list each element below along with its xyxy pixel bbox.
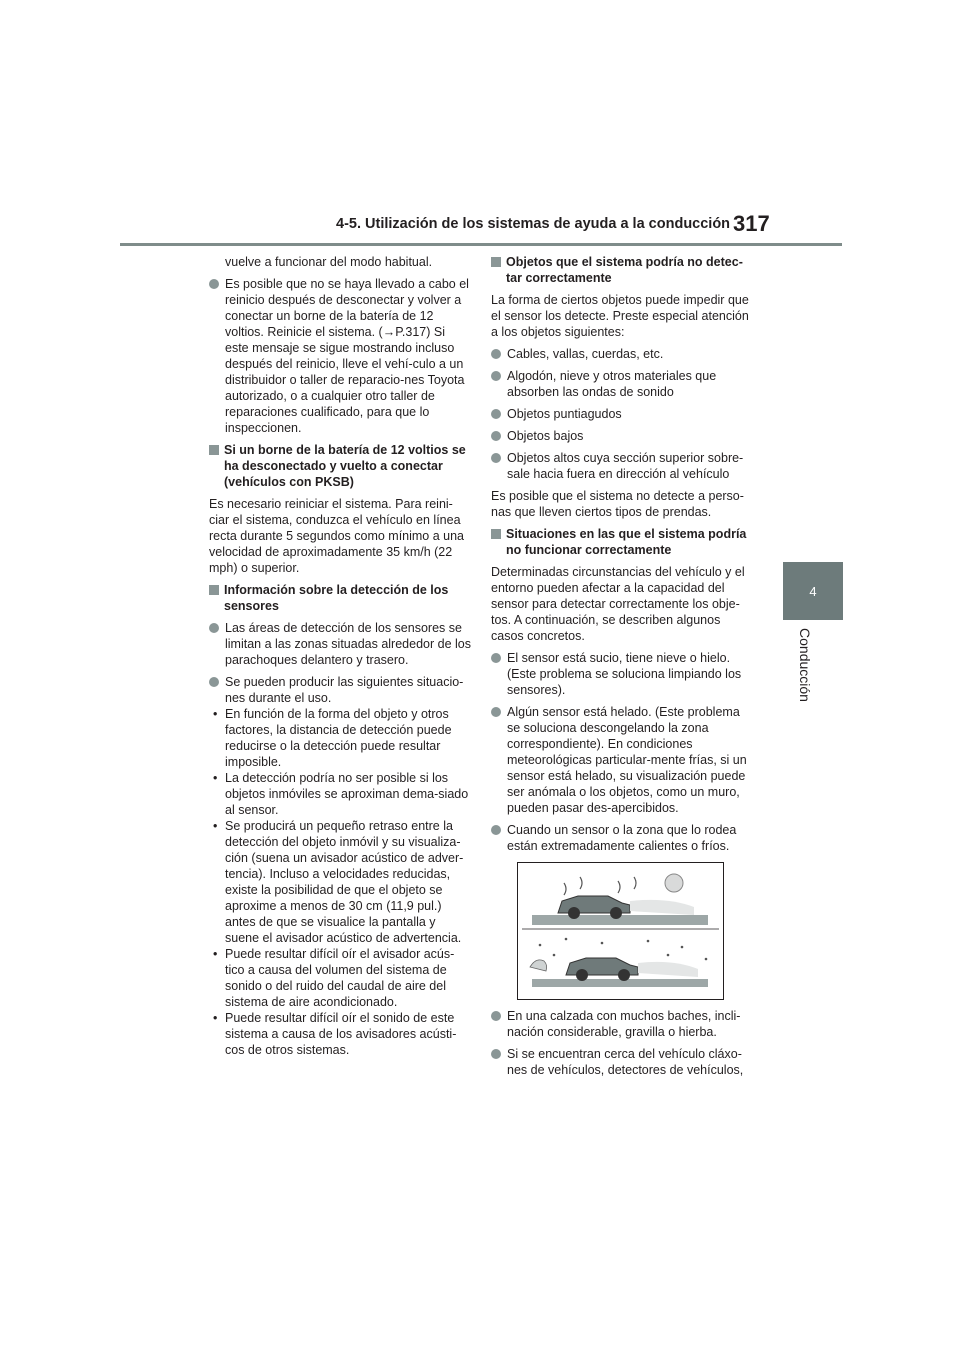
round-bullet-icon	[491, 431, 501, 441]
dot-icon: •	[213, 947, 218, 961]
section-header-title: 4-5. Utilización de los sistemas de ayuda a la conducción	[336, 216, 731, 232]
round-bullet-icon	[491, 707, 501, 717]
wheel-icon	[618, 969, 630, 981]
chapter-label: Conducción	[797, 628, 813, 702]
sub-list-item	[209, 818, 471, 946]
page-number: 317	[733, 211, 770, 236]
bullet-text: En una calzada con muchos baches, incli-nación considerable, gravilla o hierba.	[507, 1009, 741, 1039]
round-bullet-icon	[491, 1011, 501, 1021]
heat-wave-icon	[564, 877, 636, 895]
bullet-text: Es posible que no se haya llevado a cabo el reinicio después de desconectar y volver a conectar un borne de la batería de 12 voltios. Reinicie el sistema. (→P.317) Si este mensaje se sigue mostrando incluso después del reinicio, lleve el vehí-culo a un distribuidor o taller de reparacio-nes Toyota autorizado, o a cualquier otro taller de reparaciones cualificado, para que lo inspeccionen.	[225, 277, 469, 435]
bullet-item	[209, 674, 471, 706]
road-lower	[532, 979, 708, 987]
square-bullet-icon	[209, 585, 219, 595]
sub-item-text: Puede resultar difícil oír el avisador acús-tico a causa del volumen del sistema de sonido o del ruido del caudal de aire del sistema de aire acondicionado.	[225, 947, 455, 1009]
round-bullet-icon	[209, 623, 219, 633]
bullet-text: Objetos bajos	[507, 429, 584, 443]
round-bullet-icon	[209, 677, 219, 687]
bullet-item	[209, 620, 471, 668]
sub-item-text: Se producirá un pequeño retraso entre la detección del objeto inmóvil y su visualiza-ción (suena un avisador acústico de adver-tencia). Incluso a velocidades reducidas, existe la posibilidad de que el objeto se aproxime a menos de 30 cm (11,9 pul.) antes de que se visualice la pantalla y suene el avisador acústico de advertencia.	[225, 819, 464, 945]
right-column	[491, 254, 753, 1084]
wheel-icon	[576, 969, 588, 981]
paragraph: Es necesario reiniciar el sistema. Para reini-ciar el sistema, conduzca el vehículo en línea recta durante 5 segundos como mínimo a una velocidad de aproximadamente 35 km/h (22 mph) o superior.	[209, 497, 465, 575]
section-heading-text: Situaciones en las que el sistema podría no funcionar correctamente	[506, 527, 747, 557]
bullet-text: Las áreas de detección de los sensores se limitan a las zonas situadas alrededor de los parachoques delantero y trasero.	[225, 621, 471, 667]
sub-list-item	[209, 1010, 471, 1058]
sub-list-item	[209, 770, 471, 818]
chapter-tab[interactable]: 4	[783, 562, 843, 620]
sensor-wave-lower	[638, 962, 698, 977]
round-bullet-icon	[491, 409, 501, 419]
bullet-text: Si se encuentran cerca del vehículo cláxo-nes de vehículos, detectores de vehículos,	[507, 1047, 744, 1077]
dot-icon: •	[213, 819, 218, 833]
round-bullet-icon	[491, 349, 501, 359]
sub-list-item	[209, 706, 471, 770]
sensor-wave-upper	[630, 900, 694, 915]
bullet-item	[491, 346, 753, 362]
round-bullet-icon	[491, 1049, 501, 1059]
bullet-item	[491, 1046, 753, 1078]
round-bullet-icon	[491, 453, 501, 463]
wheel-icon	[568, 907, 580, 919]
bullet-item	[491, 1008, 753, 1040]
round-bullet-icon	[491, 653, 501, 663]
section-heading-text: Objetos que el sistema podría no detec-tar correctamente	[506, 255, 743, 285]
sub-item-text: La detección podría no ser posible si los objetos inmóviles se aproximan dema-siado al sensor.	[225, 771, 469, 817]
bullet-item	[209, 276, 471, 436]
paragraph: Es posible que el sistema no detecte a perso-nas que lleven ciertos tipos de prendas.	[491, 489, 744, 519]
square-bullet-icon	[491, 257, 501, 267]
bullet-item	[491, 406, 753, 422]
car-weather-illustration	[518, 863, 723, 999]
wheel-icon	[610, 907, 622, 919]
bullet-text: Algún sensor está helado. (Este problema se soluciona descongelando la zona correspondiente). En condiciones meteorológicas particular-mente frías, si un sensor está helado, su visualización puede ser anómala o los objetos, como un muro, pueden pasar des-apercibidos.	[507, 705, 747, 815]
paragraph: Determinadas circunstancias del vehículo y el entorno pueden afectar a la capacidad del sensor para detectar correctamente los obje-tos. A continuación, se describen algunos casos concretos.	[491, 565, 745, 643]
section-heading	[491, 254, 753, 286]
bullet-item	[491, 450, 753, 482]
bullet-text: Algodón, nieve y otros materiales que absorben las ondas de sonido	[507, 369, 717, 399]
bullet-text: Cuando un sensor o la zona que lo rodea están extremadamente calientes o fríos.	[507, 823, 737, 853]
bullet-text: Objetos puntiagudos	[507, 407, 622, 421]
round-bullet-icon	[491, 825, 501, 835]
section-heading	[209, 442, 471, 490]
sun-icon	[665, 874, 683, 892]
snowman-icon	[530, 960, 547, 971]
bullet-item	[491, 650, 753, 698]
bullet-text: Objetos altos cuya sección superior sobre-sale hacia fuera en dirección al vehículo	[507, 451, 744, 481]
section-heading	[491, 526, 753, 558]
bullet-item	[491, 428, 753, 444]
bullet-item	[491, 368, 753, 400]
round-bullet-icon	[209, 279, 219, 289]
bullet-text: Cables, vallas, cuerdas, etc.	[507, 347, 664, 361]
section-heading	[209, 582, 471, 614]
section-heading-text: Si un borne de la batería de 12 voltios se ha desconectado y vuelto a conectar (vehículos con PKSB)	[224, 443, 466, 489]
bullet-text: El sensor está sucio, tiene nieve o hielo. (Este problema se soluciona limpiando los sensores).	[507, 651, 742, 697]
left-column	[209, 254, 471, 1058]
paragraph: La forma de ciertos objetos puede impedir que el sensor los detecte. Preste especial atención a los objetos siguientes:	[491, 293, 749, 339]
sub-list-item	[209, 946, 471, 1010]
header-divider	[120, 243, 842, 246]
sub-item-text: En función de la forma del objeto y otros factores, la distancia de detección puede reducirse o la detección puede resultar imposible.	[225, 707, 452, 769]
paragraph-intro: vuelve a funcionar del modo habitual.	[225, 255, 433, 269]
dot-icon: •	[213, 707, 218, 721]
illustration-hot-cold-sensor	[517, 862, 724, 1000]
bullet-item	[491, 822, 753, 854]
snowflakes-icon	[539, 938, 708, 961]
dot-icon: •	[213, 771, 218, 785]
square-bullet-icon	[491, 529, 501, 539]
dot-icon: •	[213, 1011, 218, 1025]
bullet-item	[491, 704, 753, 816]
section-heading-text: Información sobre la detección de los sensores	[224, 583, 449, 613]
sub-item-text: Puede resultar difícil oír el sonido de este sistema a causa de los avisadores acústi-cos de otros sistemas.	[225, 1011, 457, 1057]
round-bullet-icon	[491, 371, 501, 381]
bullet-text: Se pueden producir las siguientes situacio-nes durante el uso.	[225, 675, 464, 705]
square-bullet-icon	[209, 445, 219, 455]
